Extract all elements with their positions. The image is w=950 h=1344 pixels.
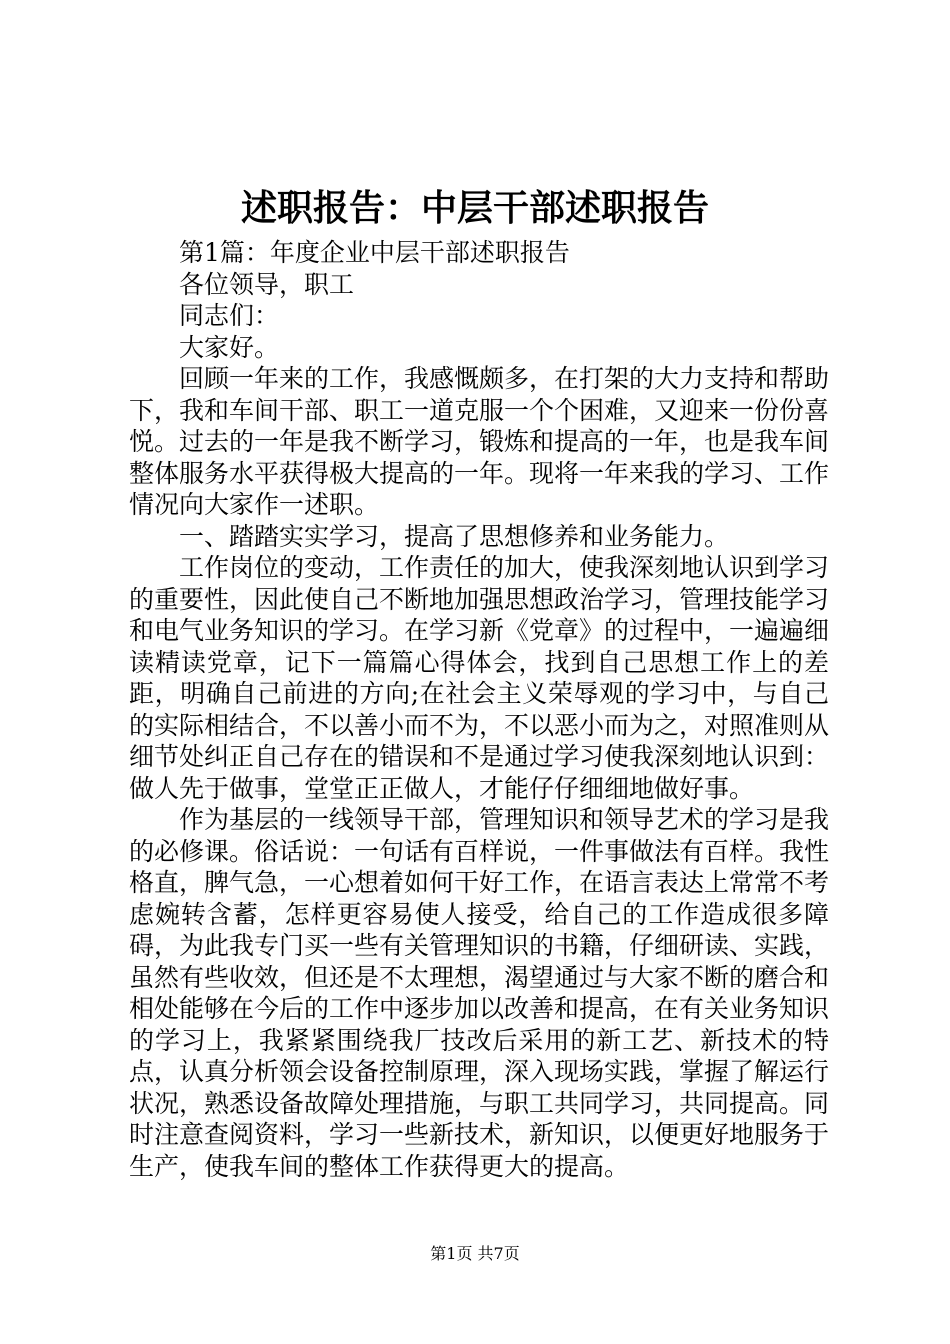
paragraph-salutation-cont: 同志们： xyxy=(179,301,280,330)
paragraph-section-heading: 第1篇：年度企业中层干部述职报告 xyxy=(179,238,570,267)
page-number-footer: 第1页 共7页 xyxy=(430,1244,520,1263)
paragraph-study: 工作岗位的变动，工作责任的加大，使我深刻地认识到学习的重要性，因此使自己不断地加强思想政治学习，管理技能学习和电气业务知识的学习。在学习新《党章》的过程中，一遍遍细读精读党章，记下一篇篇心得体会，找到自己思想工作上的差距，明确自己前进的方向;在社会主义荣辱观的学习中，与自己的实际相结合，不以善小而不为，不以恶小而为之，对照准则从细节处纠正自己存在的错误和不是通过学习使我深刻地认识到：做人先于做事，堂堂正正做人，才能仔仔细细地做好事。 xyxy=(129,553,830,803)
paragraph-greeting: 大家好。 xyxy=(179,332,280,362)
paragraph-salutation: 各位领导，职工 xyxy=(179,269,355,299)
document-body xyxy=(129,237,829,1182)
paragraph-subheading: 一、踏踏实实学习，提高了思想修养和业务能力。 xyxy=(179,521,730,551)
paragraph-management: 作为基层的一线领导干部，管理知识和领导艺术的学习是我的必修课。俗话说：一句话有百样说，一件事做法有百样。我性格直，脾气急，一心想着如何干好工作，在语言表达上常常不考虑婉转含蓄，怎样更容易使人接受，给自己的工作造成很多障碍，为此我专门买一些有关管理知识的书籍，仔细研读、实践，虽然有些收效，但还是不太理想，渴望通过与大家不断的磨合和相处能够在今后的工作中逐步加以改善和提高，在有关业务知识的学习上，我紧紧围绕我厂技改后采用的新工艺、新技术的特点，认真分析领会设备控制原理，深入现场实践，掌握了解运行状况，熟悉设备故障处理措施，与职工共同学习，共同提高。同时注意查阅资料，学习一些新技术，新知识，以便更好地服务于生产，使我车间的整体工作获得更大的提高。 xyxy=(129,805,830,1181)
document-title: 述职报告：中层干部述职报告 xyxy=(240,187,709,229)
paragraph-intro: 回顾一年来的工作，我感慨颇多，在打架的大力支持和帮助下，我和车间干部、职工一道克服一个个困难，又迎来一份份喜悦。过去的一年是我不断学习，锻炼和提高的一年，也是我车间整体服务水平获得极大提高的一年。现将一年来我的学习、工作情况向大家作一述职。 xyxy=(129,364,830,519)
